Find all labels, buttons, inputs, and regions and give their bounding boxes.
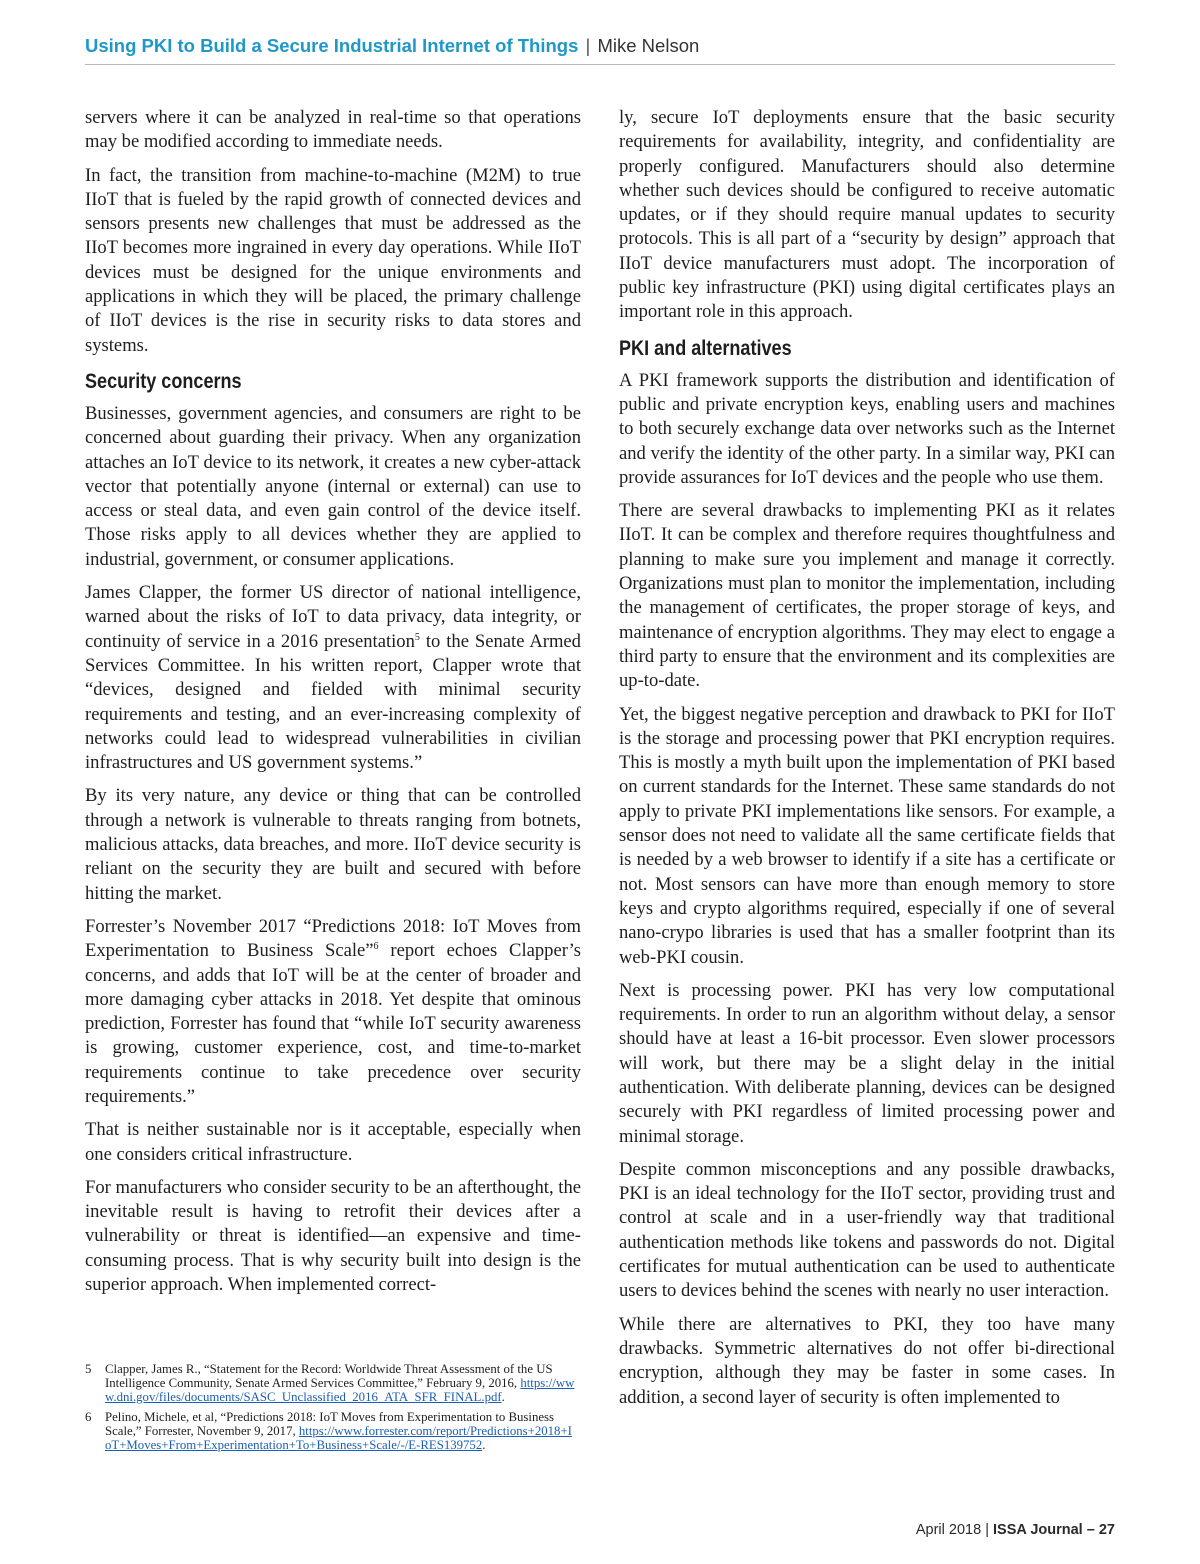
footnote-link[interactable]: https://www.forrester.com/report/Predictions+2018+IoT+Moves+From+Experimentation+To+Business+Scale/-/E-RES139752 bbox=[105, 1424, 572, 1452]
paragraph: Businesses, government agencies, and consumers are right to be concerned about guarding their privacy. When any organization attaches an IoT device to its network, it creates a new cyber-attack vector that potentially anyone (internal or external) can use to access or steal data, and even gain control of the device itself. Those risks apply to all devices whether they are applied to industrial, government, or consumer applications. bbox=[85, 402, 581, 570]
footnote-punct: . bbox=[501, 1390, 505, 1404]
journal-name: ISSA Journal bbox=[993, 1522, 1083, 1538]
page-footer bbox=[916, 1522, 1115, 1538]
footnote-body bbox=[105, 1362, 575, 1404]
footnote-number: 6 bbox=[85, 1410, 92, 1424]
paragraph: There are several drawbacks to implementing PKI as it relates IIoT. It can be complex and therefore requires thoughtfulness and planning to make sure you implement and manage it correctly. Organizations must plan to monitor the implementation, including the management of certificates, the proper storage of keys, and maintenance of encryption algorithms. They may elect to engage a third party to ensure that the environment and its complexities are up-to-date. bbox=[619, 500, 1115, 692]
footer-dash: – bbox=[1086, 1522, 1095, 1538]
footnote-body bbox=[105, 1410, 575, 1452]
paragraph: While there are alternatives to PKI, they too have many drawbacks. Symmetric alternatives do not offer bi-directional encryption, although they may be faster in some cases. In addition, a second layer of security is often implemented to bbox=[619, 1313, 1115, 1408]
right-column bbox=[619, 106, 1115, 1419]
footnote-ref-6: 6 bbox=[373, 941, 379, 953]
page-number: 27 bbox=[1098, 1522, 1115, 1538]
paragraph: Yet, the biggest negative perception and drawback to PKI for IIoT is the storage and processing power that PKI encryption requires. This is mostly a myth built upon the implementation of PKI based on current standards for the Internet. These same standards do not apply to private PKI implementations like sensors. For example, a sensor does not need to validate all the same certificate fields that is needed by a web browser to identify if a site has a certificate or not. Most sensors can have more than enough memory to store keys and crypto algorithms required, especially if one of several nano-crypo libraries is used that has a smaller footprint than its web-PKI cousin. bbox=[619, 703, 1115, 968]
footnote-ref-5: 5 bbox=[414, 631, 420, 643]
paragraph bbox=[85, 581, 581, 775]
paragraph: ly, secure IoT deployments ensure that the basic security requirements for availability, integrity, and confidentiality are properly configured. Manufacturers should also determine whether such devices should be configured to receive automatic updates, or if they should require manual updates to security protocols. This is all part of a “security by design” approach that IIoT device manufacturers must adopt. The incorporation of public key infrastructure (PKI) using digital certificates plays an important role in this approach. bbox=[619, 107, 1115, 323]
footnote-number: 5 bbox=[85, 1362, 92, 1376]
footer-separator: | bbox=[985, 1522, 989, 1538]
paragraph: Despite common misconceptions and any possible drawbacks, PKI is an ideal technology for the IIoT sector, providing trust and control at scale and in a user-friendly way that traditional authentication methods like tokens and passwords do not. Digital certificates for mutual authentication can be used to authenticate users to devices behind the scenes with nearly no user interaction. bbox=[619, 1158, 1115, 1302]
paragraph: In fact, the transition from machine-to-machine (M2M) to true IIoT that is fueled by the rapid growth of connected devices and sensors presents new challenges that must be addressed as the IIoT becomes more ingrained in every day operations. While IIoT devices must be designed for the unique environments and applications in which they will be placed, the primary challenge of IIoT devices is the rise in security risks to data stores and systems. bbox=[85, 164, 581, 356]
header-divider bbox=[85, 64, 1115, 65]
paragraph: That is neither sustainable nor is it acceptable, especially when one considers critical infrastructure. bbox=[85, 1119, 581, 1165]
footnote-link[interactable]: https://www.dni.gov/files/documents/SASC_Unclassified_2016_ATA_SFR_FINAL.pdf bbox=[105, 1376, 575, 1404]
paragraph bbox=[85, 915, 581, 1109]
running-header bbox=[85, 33, 1115, 59]
paragraph-text: Forrester’s November 2017 “Predictions 2018: IoT Moves from Experimentation to Business Scale” bbox=[85, 915, 581, 962]
paragraph: Next is processing power. PKI has very low computational requirements. In order to run an algorithm without delay, a sensor should have at least a 16-bit processor. Even slower processors will work, but there may be a slight delay in the initial authentication. With deliberate planning, devices can be designed securely with PKI regardless of limited processing power and minimal storage. bbox=[619, 979, 1115, 1147]
section-heading-security-concerns: Security concerns bbox=[85, 369, 242, 393]
paragraph: By its very nature, any device or thing that can be controlled through a network is vulnerable to threats ranging from botnets, malicious attacks, data breaches, and more. IIoT device security is reliant on the security they are built and secured with before hitting the market. bbox=[85, 785, 581, 904]
footnote-text: Pelino, Michele, et al, “Predictions 2018: IoT Moves from Experimentation to Business Scale,” Forrester, November 9, 2017, bbox=[105, 1410, 555, 1438]
paragraph-text: James Clapper, the former US director of national intelligence, warned about the risks of IoT to data privacy, data integrity, or continuity of service in a 2016 presentation bbox=[85, 582, 581, 652]
article-title: Using PKI to Build a Secure Industrial Internet of Things bbox=[85, 35, 579, 56]
section-heading-pki-alternatives: PKI and alternatives bbox=[619, 336, 792, 360]
paragraph: servers where it can be analyzed in real-time so that operations may be modified according to immediate needs. bbox=[85, 107, 581, 153]
issue-date: April 2018 bbox=[915, 1522, 982, 1538]
article-author: Mike Nelson bbox=[597, 35, 700, 56]
paragraph: For manufacturers who consider security to be an afterthought, the inevitable result is having to retrofit their devices after a vulnerability or threat is identified—an expensive and time-consuming process. That is why security built into design is the superior approach. When implemented correct- bbox=[85, 1176, 581, 1296]
left-column bbox=[85, 106, 581, 1306]
footnote-text: Clapper, James R., “Statement for the Record: Worldwide Threat Assessment of the US Intelligence Community, Senate Armed Services Committee,” February 9, 2016, bbox=[105, 1362, 553, 1390]
footnote-6 bbox=[85, 1410, 575, 1452]
footnote-punct: . bbox=[482, 1438, 486, 1452]
paragraph: A PKI framework supports the distribution and identification of public and private encryption keys, enabling users and machines to both securely exchange data over networks such as the Internet and verify the identity of the other party. In a similar way, PKI can provide assurances for IoT devices and the people who use them. bbox=[619, 369, 1115, 488]
footnotes bbox=[85, 1362, 575, 1458]
header-separator: | bbox=[585, 35, 591, 56]
paragraph-text: report echoes Clapper’s concerns, and adds that IoT will be at the center of broader and more damaging cyber attacks in 2018. Yet despite that ominous prediction, Forrester has found that “while IoT security awareness is growing, customer experience, cost, and time-to-market requirements continue to take precedence over security requirements.” bbox=[85, 940, 581, 1107]
paragraph-text: to the Senate Armed Services Committee. In his written report, Clapper wrote that “devices, designed and fielded with minimal security requirements and testing, and an ever-increasing complexity of networks could lead to widespread vulnerabilities in civilian infrastructures and US government systems.” bbox=[85, 630, 581, 774]
footnote-5 bbox=[85, 1362, 575, 1404]
